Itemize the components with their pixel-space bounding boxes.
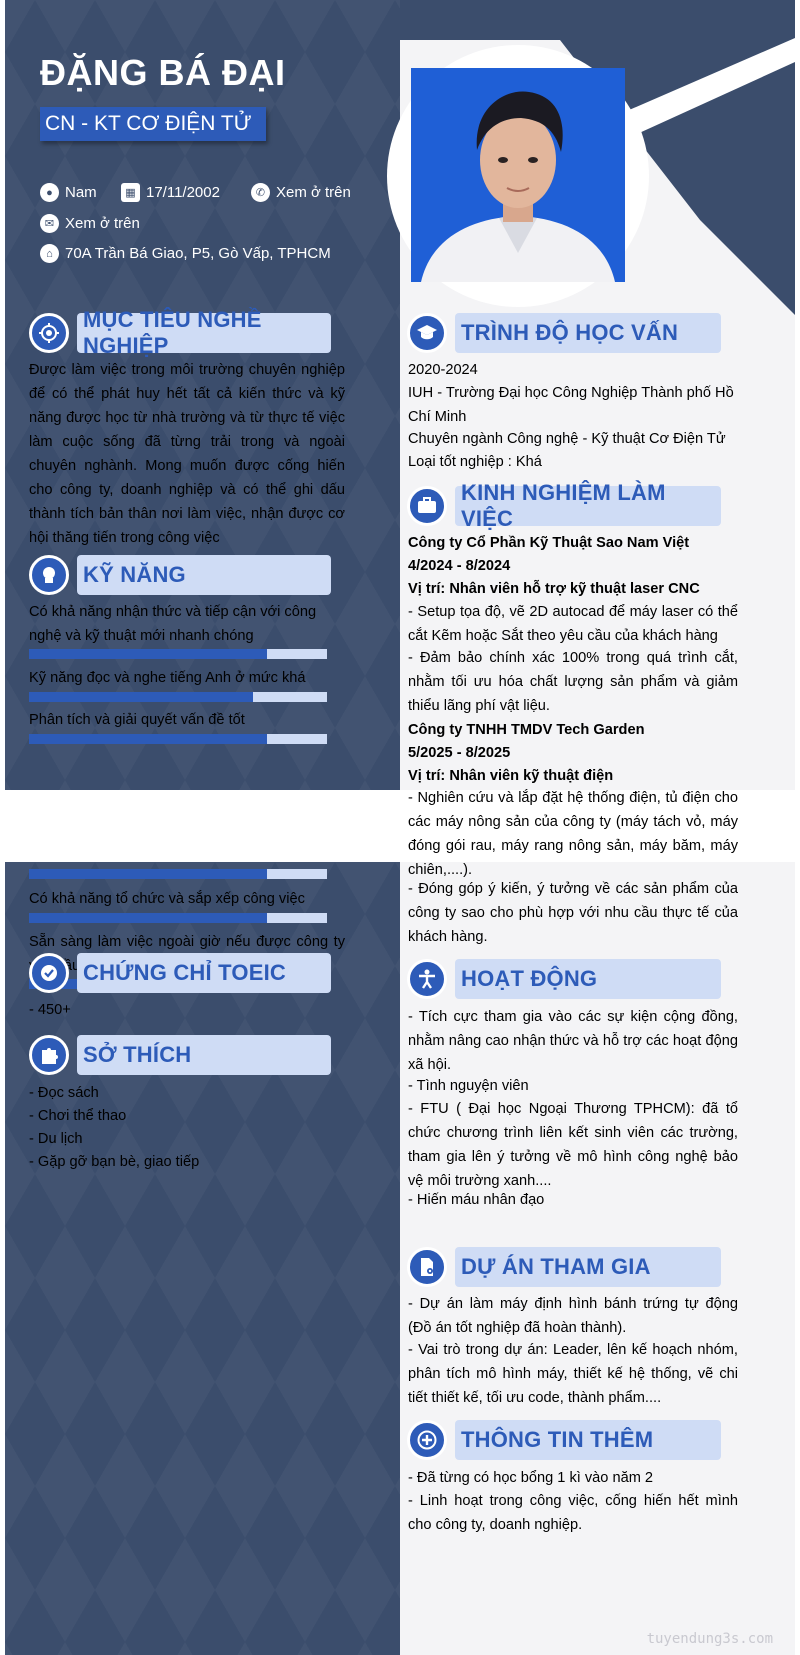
watermark: tuyendung3s.com bbox=[646, 1631, 773, 1647]
skill-item: Kỹ năng đọc và nghe tiếng Anh ở mức khá bbox=[29, 670, 306, 686]
graduation-cap-icon bbox=[407, 313, 447, 353]
home-icon: ⌂ bbox=[40, 244, 59, 263]
activity-text: - Tích cực tham gia vào các sự kiện cộng đồng, nhằm nâng cao nhận thức và hỗ trợ các hoạt động xã hội. bbox=[408, 1009, 738, 1073]
objective-heading: MỤC TIÊU NGHỀ NGHIỆP bbox=[29, 313, 331, 353]
toeic-heading: CHỨNG CHỈ TOEIC bbox=[29, 953, 331, 993]
hobby-item: - Du lịch bbox=[29, 1131, 83, 1147]
skills-heading: KỸ NĂNG bbox=[29, 555, 331, 595]
projects-heading: DỰ ÁN THAM GIA bbox=[407, 1247, 721, 1287]
job-duty: - Đảm bảo chính xác 100% trong quá trình cắt, nhằm tối ưu hóa chất lượng sản phẩm và giảm thiểu lãng phí vật liệu. bbox=[408, 650, 738, 714]
education-years: 2020-2024 bbox=[408, 362, 478, 378]
verified-badge-icon bbox=[29, 953, 69, 993]
cv-page-2 bbox=[5, 790, 795, 1655]
skill-level-bar bbox=[29, 734, 327, 744]
hobbies-heading: SỞ THÍCH bbox=[29, 1035, 331, 1075]
education-heading: TRÌNH ĐỘ HỌC VẤN bbox=[407, 313, 721, 353]
hobby-item: - Chơi thể thao bbox=[29, 1108, 127, 1124]
job-company: Công ty Cổ Phần Kỹ Thuật Sao Nam Việt bbox=[408, 535, 690, 551]
job-position: Vị trí: Nhân viên hỗ trợ kỹ thuật laser CNC bbox=[408, 581, 700, 597]
briefcase-icon bbox=[407, 486, 447, 526]
skill-level-bar bbox=[29, 692, 327, 702]
toeic-score: - 450+ bbox=[29, 1002, 71, 1018]
project-text: - Dự án làm máy định hình bánh trứng tự động (Đồ án tốt nghiệp đã hoàn thành). bbox=[408, 1296, 738, 1336]
education-school: IUH - Trường Đại học Công Nghiệp Thành phố Hồ Chí Minh bbox=[408, 385, 734, 425]
hobby-item: - Đọc sách bbox=[29, 1085, 99, 1101]
mail-icon: ✉ bbox=[40, 214, 59, 233]
plus-circle-icon bbox=[407, 1420, 447, 1460]
avatar bbox=[411, 68, 625, 282]
extra-info-heading: THÔNG TIN THÊM bbox=[407, 1420, 721, 1460]
gender-info: ● Nam bbox=[40, 183, 97, 202]
objective-text: Được làm việc trong môi trường chuyên nghiệp để có thể phát huy hết tất cả kiến thức và kỹ năng được học từ nhà trường và từ thực tế việc làm cuộc sống đã từng trải trong và ngoài chuyên nghành. Mong muốn được cống hiến cho công ty, doanh nghiệp và có thể ghi dấu thành tích bản thân nơi làm việc, nhận được cơ hội thăng tiến trong công việc bbox=[29, 362, 345, 546]
skill-item: Có khả năng tổ chức và sắp xếp công việc bbox=[29, 891, 305, 907]
education-major: Chuyên ngành Công nghệ - Kỹ thuật Cơ Điện Tử bbox=[408, 431, 726, 447]
job-duty: - Setup tọa độ, vẽ 2D autocad để máy laser có thể cắt Kẽm hoặc Sắt theo yêu cầu của khách hàng bbox=[408, 604, 738, 644]
phone-icon: ✆ bbox=[251, 183, 270, 202]
cv-page-1 bbox=[5, 0, 795, 790]
candidate-role: CN - KT CƠ ĐIỆN TỬ bbox=[40, 107, 266, 141]
phone-info: ✆ Xem ở trên bbox=[251, 183, 351, 202]
job-duty: - Nghiên cứu và lắp đặt hệ thống điện, tủ điện cho các máy nông sản của công ty (máy tách vỏ, máy đóng gói rau, máy rang nông sản, máy băm, máy chiên,....). bbox=[408, 790, 738, 878]
skill-head-icon bbox=[29, 555, 69, 595]
job-company: Công ty TNHH TMDV Tech Garden bbox=[408, 722, 645, 738]
experience-heading: KINH NGHIỆM LÀM VIỆC bbox=[407, 486, 721, 526]
skill-item: Phân tích và giải quyết vấn đề tốt bbox=[29, 712, 245, 728]
activity-text: - FTU ( Đại học Ngoại Thương TPHCM): đã tổ chức chương trình liên kết sinh viên các trường, tham gia lên ý tưởng về mô hình công nghệ bảo vệ môi trường xanh.... bbox=[408, 1101, 738, 1189]
activity-text: - Tình nguyện viên bbox=[408, 1078, 529, 1094]
document-gear-icon bbox=[407, 1247, 447, 1287]
job-period: 5/2025 - 8/2025 bbox=[408, 745, 511, 761]
target-icon bbox=[29, 313, 69, 353]
activity-text: - Hiến máu nhân đạo bbox=[408, 1192, 545, 1208]
education-grade: Loại tốt nghiệp : Khá bbox=[408, 454, 542, 470]
accessibility-icon bbox=[407, 959, 447, 999]
skill-level-bar bbox=[29, 913, 327, 923]
skill-item: Sẵn sàng làm việc ngoài giờ nếu được công ty cầu bbox=[29, 934, 345, 974]
hobby-item: - Gặp gỡ bạn bè, giao tiếp bbox=[29, 1154, 200, 1170]
project-text: - Vai trò trong dự án: Leader, lên kế hoạch nhóm, phân tích mô hình máy, thiết kế hệ thống, vẽ chi tiết thiết kế, tối ưu code, thành phẩm.... bbox=[408, 1342, 738, 1406]
candidate-name: ĐẶNG BÁ ĐẠI bbox=[40, 52, 286, 93]
calendar-icon: ▦ bbox=[121, 183, 140, 202]
dob-info: ▦ 17/11/2002 bbox=[121, 183, 220, 202]
email-info: ✉ Xem ở trên bbox=[40, 214, 140, 233]
job-duty: - Đóng góp ý kiến, ý tưởng về các sản phẩm của công ty sao cho phù hợp với nhu cầu thực tế của khách hàng. bbox=[408, 881, 738, 945]
skill-level-bar bbox=[29, 649, 327, 659]
extra-text: - Đã từng có học bổng 1 kì vào năm 2 bbox=[408, 1470, 654, 1486]
skill-item: Có khả năng nhận thức và tiếp cận với công nghệ và kỹ thuật mới nhanh chóng bbox=[29, 604, 317, 644]
activities-heading: HOẠT ĐỘNG bbox=[407, 959, 721, 999]
extra-text: - Linh hoạt trong công việc, cống hiến hết mình cho công ty, doanh nghiệp. bbox=[408, 1493, 738, 1533]
job-position: Vị trí: Nhân viên kỹ thuật điện bbox=[408, 768, 614, 784]
puzzle-icon bbox=[29, 1035, 69, 1075]
skill-level-bar bbox=[29, 869, 327, 879]
job-period: 4/2024 - 8/2024 bbox=[408, 558, 511, 574]
person-icon: ● bbox=[40, 183, 59, 202]
address-info: ⌂ 70A Trần Bá Giao, P5, Gò Vấp, TPHCM bbox=[40, 244, 331, 263]
